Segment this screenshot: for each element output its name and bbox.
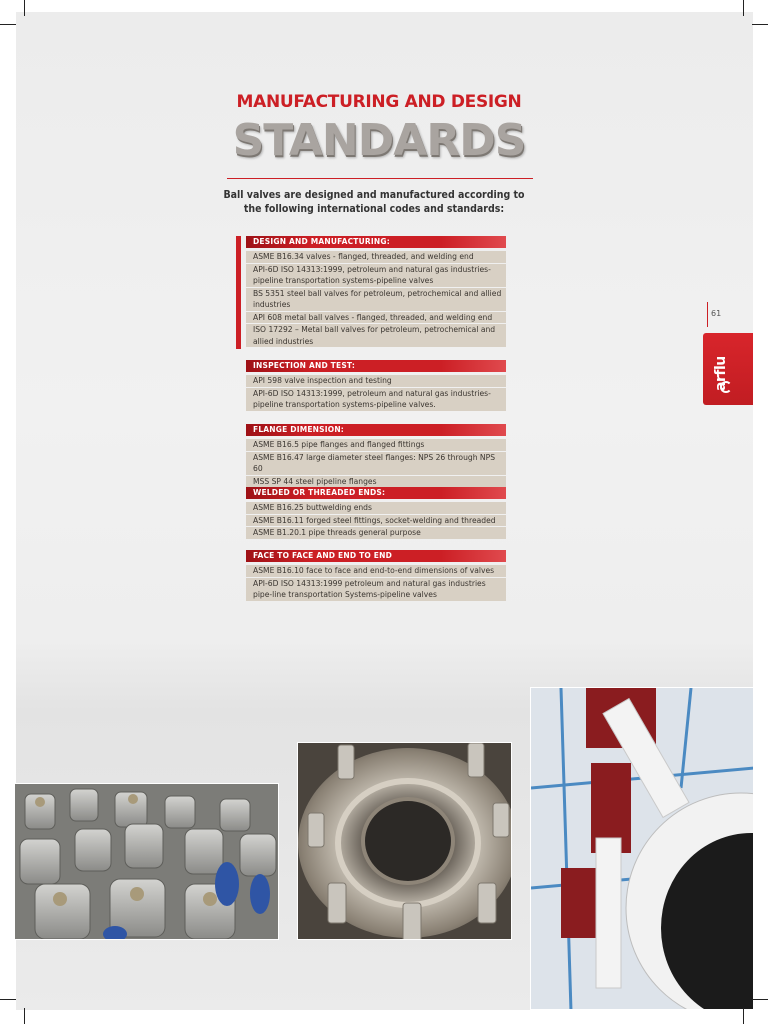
standard-item: MSS SP 44 steel pipeline flanges	[246, 476, 506, 488]
standard-item: API 608 metal ball valves - flanged, threaded, and welding end	[246, 312, 506, 324]
flange-bore-photo	[297, 742, 512, 940]
standard-item: BS 5351 steel ball valves for petroleum, petrochemical and allied industries	[246, 288, 506, 311]
machine-photo-illustration	[531, 688, 754, 1010]
standard-item: API 598 valve inspection and testing	[246, 375, 506, 387]
crop-mark	[752, 24, 768, 25]
section-welded-threaded-ends	[246, 487, 506, 540]
title-divider	[227, 178, 533, 179]
page-number: 61	[711, 309, 722, 318]
standard-item: API-6D ISO 14313:1999, petroleum and natural gas industries-pipeline transportation systems-pipeline valves	[246, 264, 506, 287]
valves-warehouse-photo	[14, 783, 279, 940]
crop-mark	[743, 1008, 744, 1024]
crop-mark	[0, 999, 16, 1000]
brand-name: arflu	[713, 356, 729, 391]
standard-item: ASME B1.20.1 pipe threads general purpose	[246, 527, 506, 539]
page-kicker: MANUFACTURING AND DESIGN	[236, 92, 522, 112]
standard-item: ISO 17292 – Metal ball valves for petroleum, petrochemical and allied industries	[246, 324, 506, 347]
standard-item: API-6D ISO 14313:1999, petroleum and natural gas industries-pipeline transportation systems-pipeline valves.	[246, 388, 506, 411]
section-face-to-face	[246, 550, 506, 602]
section-flange-dimension	[246, 424, 506, 488]
crop-mark	[0, 24, 16, 25]
flange-photo-illustration	[298, 743, 512, 940]
crop-mark	[752, 999, 768, 1000]
section-heading: DESIGN AND MANUFACTURING:	[246, 236, 506, 248]
valves-photo-illustration	[15, 784, 279, 940]
section-heading: FLANGE DIMENSION:	[246, 424, 506, 436]
section-design-manufacturing	[246, 236, 506, 348]
standard-item: ASME B16.25 buttwelding ends	[246, 502, 506, 514]
standard-item: ASME B16.10 face to face and end-to-end dimensions of valves	[246, 565, 506, 577]
section-accent-bar	[236, 236, 241, 349]
industrial-machine-photo	[530, 687, 754, 1010]
standard-item: API-6D ISO 14313:1999 petroleum and natural gas industries pipe-line transportation Systems-pipeline valves	[246, 578, 506, 601]
crop-mark	[743, 0, 744, 16]
standard-item: ASME B16.5 pipe flanges and flanged fittings	[246, 439, 506, 451]
intro-text: Ball valves are designed and manufactured according to the following international codes and standards:	[223, 189, 525, 215]
section-heading: FACE TO FACE AND END TO END	[246, 550, 506, 562]
page-title: STANDARDS	[232, 115, 526, 166]
standard-item: ASME B16.11 forged steel fittings, socket-welding and threaded	[246, 515, 506, 527]
section-heading: WELDED OR THREADED ENDS:	[246, 487, 506, 499]
standard-item: ASME B16.34 valves - flanged, threaded, and welding end	[246, 251, 506, 263]
page-number-rule	[707, 302, 708, 327]
crop-mark	[24, 0, 25, 16]
section-heading: INSPECTION AND TEST:	[246, 360, 506, 372]
standard-item: ASME B16.47 large diameter steel flanges: NPS 26 through NPS 60	[246, 452, 506, 475]
brand-tab	[703, 333, 753, 405]
section-inspection-test	[246, 360, 506, 412]
crop-mark	[24, 1008, 25, 1024]
